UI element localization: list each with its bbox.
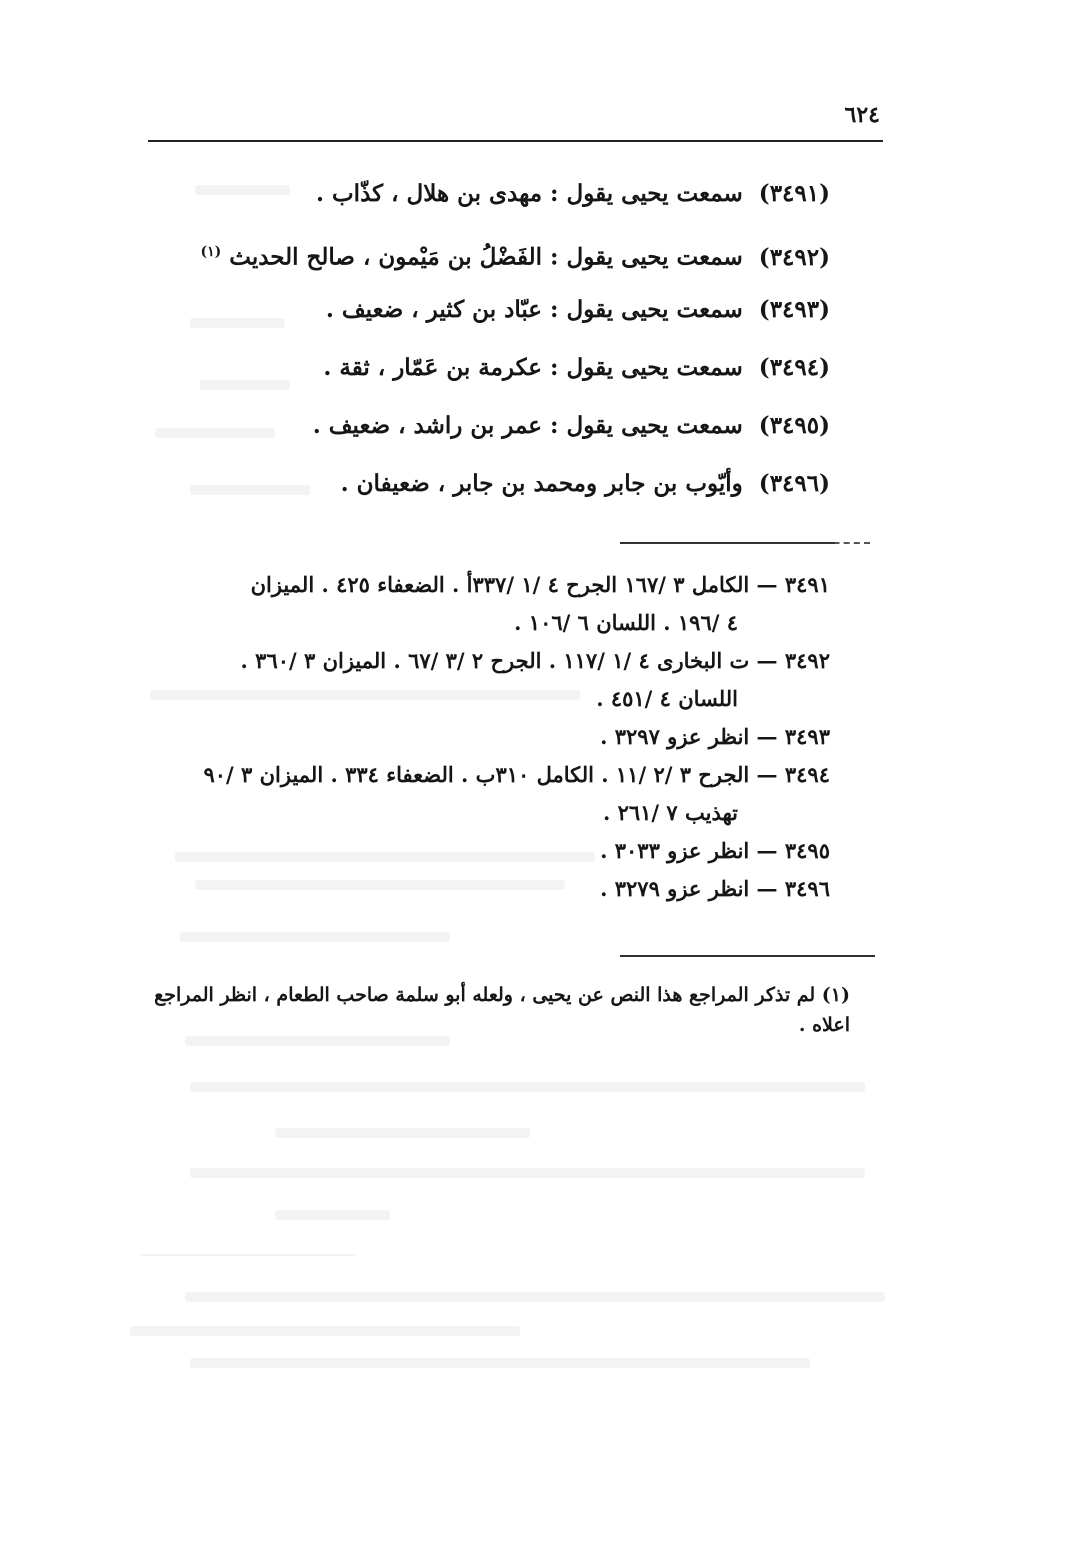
narration-number: (٣٤٩٣) [758, 296, 830, 323]
reference-continuation: اللسان ٤ /٤٥١ . [596, 686, 738, 711]
narration-item [150, 226, 830, 284]
narration-text: سمعت يحيى يقول : عمر بن راشد ، ضعيف . [312, 412, 743, 439]
footnote-marker: (١) [200, 244, 222, 260]
narration-item [150, 400, 830, 458]
narration-item [150, 342, 830, 400]
narration-text: سمعت يحيى يقول : عكرمة بن عَمّار ، ثقة . [323, 354, 743, 381]
reference-item [150, 718, 830, 756]
narration-text: سمعت يحيى يقول : مهدى بن هلال ، كذّاب . [316, 180, 743, 207]
narration-number: (٣٤٩٥) [758, 412, 830, 439]
reference-item [150, 832, 830, 870]
narration-number: (٣٤٩١) [758, 180, 830, 207]
footnote: (١) لم تذكر المراجع هذا النص عن يحيى ، ولعله أبو سلمة صاحب الطعام ، انظر المراجع اعلاه . [154, 984, 850, 1036]
narrations-list [150, 168, 830, 516]
reference-line: ٣٤٩٤ — الجرح ٣ /٢ /١١ . الكامل ٣١٠ب . الضعفاء ٣٣٤ . الميزان ٣ /٩٠ [203, 762, 830, 787]
reference-item [150, 566, 830, 642]
reference-line: ٣٤٩٥ — انظر عزو ٣٠٣٣ . [600, 838, 830, 863]
narration-item [150, 168, 830, 226]
narration-number: (٣٤٩٢) [758, 243, 830, 271]
narration-text: سمعت يحيى يقول : عبّاد بن كثير ، ضعيف . [325, 296, 743, 323]
references-list [150, 566, 830, 908]
narration-text: سمعت يحيى يقول : الفَضْلُ بن مَيْمون ، صالح الحديث [229, 243, 743, 271]
narration-item [150, 458, 830, 516]
narration-item [150, 284, 830, 342]
section-divider [620, 542, 870, 544]
narration-text: وأيّوب بن جابر ومحمد بن جابر ، ضعيفان . [340, 470, 743, 497]
header-rule [148, 140, 883, 142]
reference-item [150, 642, 830, 718]
reference-continuation: ٤ /١٩٦ . اللسان ٦ /١٠٦ . [514, 610, 738, 635]
reference-line: ٣٤٩١ — الكامل ٣ /١٦٧ الجرح ٤ /١ /٣٣٧أ . الضعفاء ٤٢٥ . الميزان [250, 572, 830, 597]
reference-item [150, 756, 830, 832]
reference-line: ٣٤٩٣ — انظر عزو ٣٢٩٧ . [600, 724, 830, 749]
footnote-divider [620, 955, 875, 957]
reference-line: ٣٤٩٢ — ت البخارى ٤ /١ /١١٧ . الجرح ٢ /٣ /٦٧ . الميزان ٣ /٣٦٠ . [240, 648, 830, 673]
reference-item [150, 870, 830, 908]
narration-number: (٣٤٩٤) [758, 354, 830, 381]
page-number: ٦٢٤ [844, 102, 880, 128]
reference-line: ٣٤٩٦ — انظر عزو ٣٢٧٩ . [600, 876, 830, 901]
narration-number: (٣٤٩٦) [758, 470, 830, 497]
reference-continuation: تهذيب ٧ /٢٦١ . [602, 800, 738, 825]
